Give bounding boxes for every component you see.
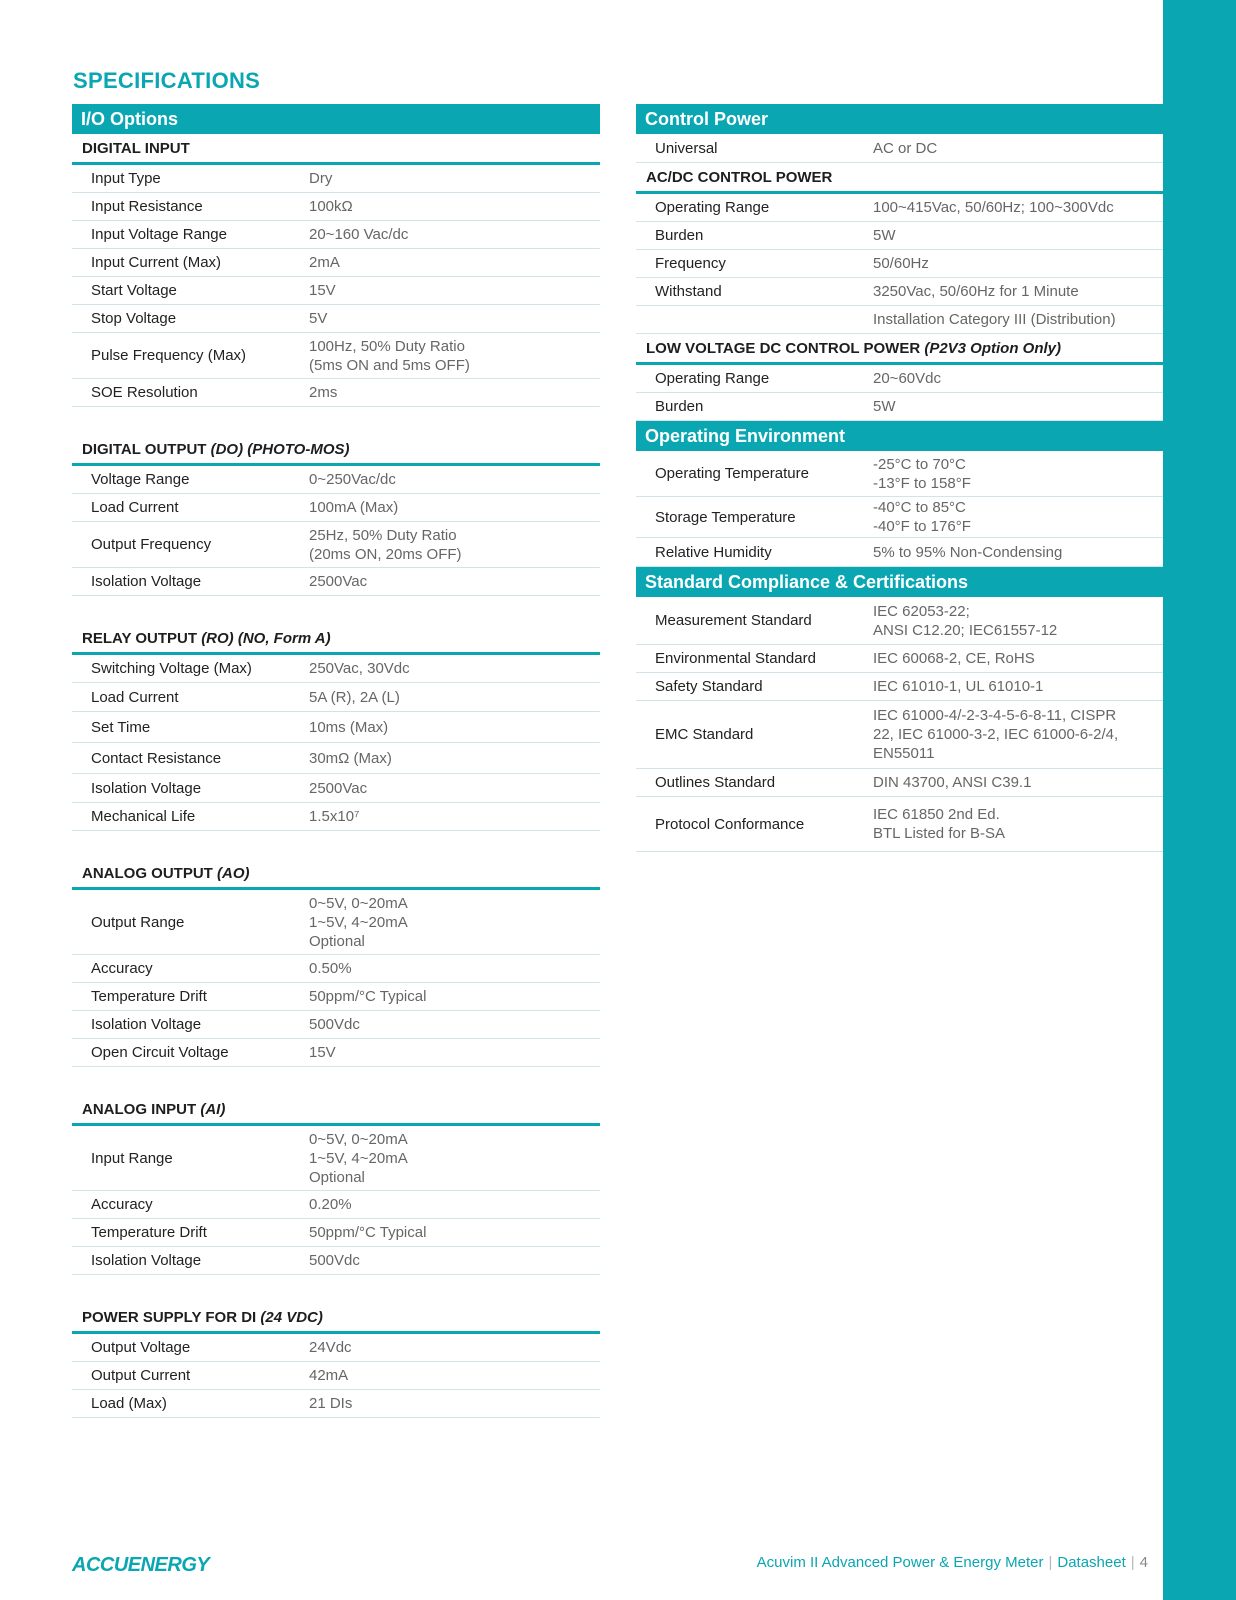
spec-row — [72, 743, 600, 774]
spec-label: Output Current — [91, 1367, 191, 1384]
spec-label: Switching Voltage (Max) — [91, 660, 252, 677]
spec-row — [636, 306, 1163, 334]
spec-value: 50ppm/°C Typical — [309, 988, 427, 1005]
spec-value: 3250Vac, 50/60Hz for 1 Minute — [873, 283, 1079, 300]
spec-value: 2mA — [309, 254, 340, 271]
spec-value: IEC 62053-22; ANSI C12.20; IEC61557-12 — [873, 602, 1058, 639]
spec-row — [72, 1390, 600, 1418]
operating-environment-header: Operating Environment — [636, 421, 1163, 451]
spec-row — [72, 890, 600, 955]
io-options-header: I/O Options — [72, 104, 600, 134]
spec-value: DIN 43700, ANSI C39.1 — [873, 774, 1032, 791]
spec-row — [72, 494, 600, 522]
spec-row — [636, 538, 1163, 567]
spec-value: 500Vdc — [309, 1252, 360, 1269]
spec-row — [72, 568, 600, 596]
spec-label: Temperature Drift — [91, 988, 207, 1005]
spec-label: Isolation Voltage — [91, 573, 202, 590]
spec-label: Output Voltage — [91, 1339, 191, 1356]
section-title: ANALOG OUTPUT (AO) — [72, 859, 600, 890]
spec-row — [636, 797, 1163, 852]
spec-table — [72, 1126, 600, 1275]
spec-label: Universal — [655, 139, 718, 157]
spec-value: 100~415Vac, 50/60Hz; 100~300Vdc — [873, 199, 1114, 216]
spec-value: 5W — [873, 227, 896, 244]
spec-label: Input Range — [91, 1149, 173, 1167]
spec-label: EMC Standard — [655, 726, 754, 743]
spec-row — [636, 597, 1163, 645]
spec-value: 21 DIs — [309, 1395, 353, 1412]
spec-row — [72, 1126, 600, 1191]
spec-label: Accuracy — [91, 960, 153, 977]
spec-table — [636, 134, 1163, 163]
spec-row — [636, 451, 1163, 497]
spec-label: Load Current — [91, 499, 179, 516]
spec-label: Outlines Standard — [655, 774, 776, 791]
spec-row — [636, 497, 1163, 538]
spec-label: Input Voltage Range — [91, 226, 227, 243]
spec-value: Installation Category III (Distribution) — [873, 311, 1116, 328]
spec-label: Relative Humidity — [655, 543, 772, 561]
spec-value: 1.5x10⁷ — [309, 808, 360, 825]
spec-value: 15V — [309, 282, 336, 299]
spec-row — [72, 1219, 600, 1247]
spec-value: 20~60Vdc — [873, 370, 941, 387]
spec-row — [636, 278, 1163, 306]
spec-label: Environmental Standard — [655, 650, 816, 667]
spec-table — [72, 1334, 600, 1418]
spec-value: 24Vdc — [309, 1339, 352, 1356]
page-number: 4 — [1139, 1554, 1148, 1571]
spec-row — [72, 1191, 600, 1219]
spec-label: SOE Resolution — [91, 384, 198, 401]
spec-row — [636, 222, 1163, 250]
spec-row — [72, 193, 600, 221]
spec-row — [72, 221, 600, 249]
spec-table — [72, 655, 600, 831]
spec-label: Frequency — [655, 255, 726, 272]
spec-row — [636, 250, 1163, 278]
spec-label: Output Frequency — [91, 536, 212, 553]
spec-value: 0~250Vac/dc — [309, 471, 396, 488]
spec-value: 0~5V, 0~20mA 1~5V, 4~20mA Optional — [309, 1130, 408, 1186]
spec-row — [72, 983, 600, 1011]
spec-value: 5V — [309, 310, 328, 327]
spec-label: Input Resistance — [91, 198, 203, 215]
spec-value: 0.50% — [309, 960, 352, 977]
spec-label: Isolation Voltage — [91, 779, 202, 797]
spec-label: Stop Voltage — [91, 310, 177, 327]
spec-value: 5W — [873, 398, 896, 415]
footer-separator: | — [1048, 1554, 1053, 1571]
spec-value: 10ms (Max) — [309, 718, 389, 736]
footer-text — [757, 1554, 1148, 1571]
spec-row — [72, 655, 600, 683]
spec-value: IEC 61000-4/-2-3-4-5-6-8-11, CISPR 22, IEC 61000-3-2, IEC 61000-6-2/4, EN55011 — [873, 707, 1119, 762]
spec-label: Isolation Voltage — [91, 1252, 202, 1269]
spec-label: Accuracy — [91, 1196, 153, 1213]
spec-value: 2ms — [309, 384, 338, 401]
spec-value: 0~5V, 0~20mA 1~5V, 4~20mA Optional — [309, 894, 408, 950]
spec-row — [72, 1011, 600, 1039]
footer-product: Acuvim II Advanced Power & Energy Meter — [756, 1554, 1044, 1571]
spec-label: Isolation Voltage — [91, 1016, 202, 1033]
spec-value: IEC 61850 2nd Ed. BTL Listed for B-SA — [873, 806, 1005, 842]
spec-row — [636, 701, 1163, 769]
spec-row — [636, 194, 1163, 222]
spec-row — [72, 712, 600, 743]
spec-value: 5A (R), 2A (L) — [309, 688, 400, 706]
spec-value: 25Hz, 50% Duty Ratio (20ms ON, 20ms OFF) — [309, 526, 462, 563]
spec-row — [72, 277, 600, 305]
spec-value: 500Vdc — [309, 1016, 360, 1033]
spec-row — [636, 134, 1163, 163]
spec-value: Dry — [309, 170, 333, 187]
spec-value: 5% to 95% Non-Condensing — [873, 543, 1063, 561]
spec-value: 20~160 Vac/dc — [309, 226, 409, 243]
spec-row — [72, 305, 600, 333]
spec-label: Open Circuit Voltage — [91, 1044, 229, 1061]
spec-row — [72, 683, 600, 712]
spec-label: Measurement Standard — [655, 612, 812, 629]
spec-label: Temperature Drift — [91, 1224, 207, 1241]
spec-value: 100Hz, 50% Duty Ratio (5ms ON and 5ms OFF) — [309, 337, 470, 374]
spec-row — [72, 774, 600, 803]
section-title: RELAY OUTPUT (RO) (NO, Form A) — [72, 624, 600, 655]
spec-table — [72, 466, 600, 596]
spec-row — [636, 769, 1163, 797]
spec-label: Input Current (Max) — [91, 254, 222, 271]
spec-row — [72, 165, 600, 193]
spec-value: 0.20% — [309, 1196, 352, 1213]
section-title: DIGITAL INPUT — [72, 134, 600, 165]
section-title: AC/DC CONTROL POWER — [636, 163, 1163, 194]
spec-row — [72, 333, 600, 379]
footer-separator: | — [1130, 1554, 1135, 1571]
spec-label: Burden — [655, 398, 704, 415]
section-title: DIGITAL OUTPUT (DO) (PHOTO-MOS) — [72, 435, 600, 466]
spec-value: -25°C to 70°C -13°F to 158°F — [873, 455, 971, 492]
left-column — [72, 104, 600, 1418]
spec-table — [72, 165, 600, 407]
spec-value: IEC 61010-1, UL 61010-1 — [873, 678, 1044, 695]
section-title: POWER SUPPLY FOR DI (24 VDC) — [72, 1303, 600, 1334]
spec-row — [72, 522, 600, 568]
spec-row — [72, 955, 600, 983]
spec-value: AC or DC — [873, 139, 938, 157]
spec-label: Operating Range — [655, 199, 770, 216]
page-title: SPECIFICATIONS — [73, 68, 261, 93]
spec-label: Withstand — [655, 283, 722, 300]
spec-label: Load (Max) — [91, 1395, 167, 1412]
spec-row — [72, 466, 600, 494]
spec-row — [72, 1362, 600, 1390]
spec-label: Operating Temperature — [655, 465, 809, 482]
spec-row — [72, 1039, 600, 1067]
spec-label: Set Time — [91, 718, 151, 736]
spec-row — [72, 249, 600, 277]
spec-value: 42mA — [309, 1367, 349, 1384]
spec-value: 100mA (Max) — [309, 499, 399, 516]
spec-table — [636, 451, 1163, 567]
spec-label: Output Range — [91, 913, 185, 931]
spec-label: Mechanical Life — [91, 808, 196, 825]
spec-value: 50ppm/°C Typical — [309, 1224, 427, 1241]
spec-value: IEC 60068-2, CE, RoHS — [873, 650, 1035, 667]
spec-table — [636, 365, 1163, 421]
spec-table — [72, 890, 600, 1067]
spec-value: 50/60Hz — [873, 255, 929, 272]
spec-label: Storage Temperature — [655, 508, 796, 526]
spec-label: Voltage Range — [91, 471, 190, 488]
spec-value: 30mΩ (Max) — [309, 749, 392, 767]
spec-label: Input Type — [91, 170, 161, 187]
spec-table — [636, 597, 1163, 852]
spec-row — [636, 645, 1163, 673]
accuenergy-logo: ACCUENERGY — [72, 1554, 210, 1576]
spec-row — [72, 803, 600, 831]
spec-label: Pulse Frequency (Max) — [91, 347, 247, 364]
right-column — [636, 104, 1163, 852]
spec-label: Burden — [655, 227, 704, 244]
spec-label: Load Current — [91, 688, 179, 706]
section-title: LOW VOLTAGE DC CONTROL POWER (P2V3 Option Only) — [636, 334, 1163, 365]
section-title: ANALOG INPUT (AI) — [72, 1095, 600, 1126]
spec-label: Operating Range — [655, 370, 770, 387]
spec-row — [636, 673, 1163, 701]
spec-label: Contact Resistance — [91, 749, 222, 767]
spec-value: 2500Vac — [309, 573, 368, 590]
spec-row — [72, 379, 600, 407]
spec-label: Start Voltage — [91, 282, 177, 299]
spec-row — [72, 1247, 600, 1275]
spec-value: 250Vac, 30Vdc — [309, 660, 410, 677]
spec-row — [636, 393, 1163, 421]
footer-doc-type: Datasheet — [1057, 1554, 1126, 1571]
spec-value: 2500Vac — [309, 779, 368, 797]
spec-row — [636, 365, 1163, 393]
spec-row — [72, 1334, 600, 1362]
spec-value: 100kΩ — [309, 198, 353, 215]
compliance-header: Standard Compliance & Certifications — [636, 567, 1163, 597]
spec-value: 15V — [309, 1044, 336, 1061]
spec-table — [636, 194, 1163, 334]
spec-label: Protocol Conformance — [655, 815, 805, 833]
side-accent-bar — [1163, 0, 1236, 1600]
spec-value: -40°C to 85°C -40°F to 176°F — [873, 499, 971, 535]
spec-label: Safety Standard — [655, 678, 763, 695]
control-power-header: Control Power — [636, 104, 1163, 134]
